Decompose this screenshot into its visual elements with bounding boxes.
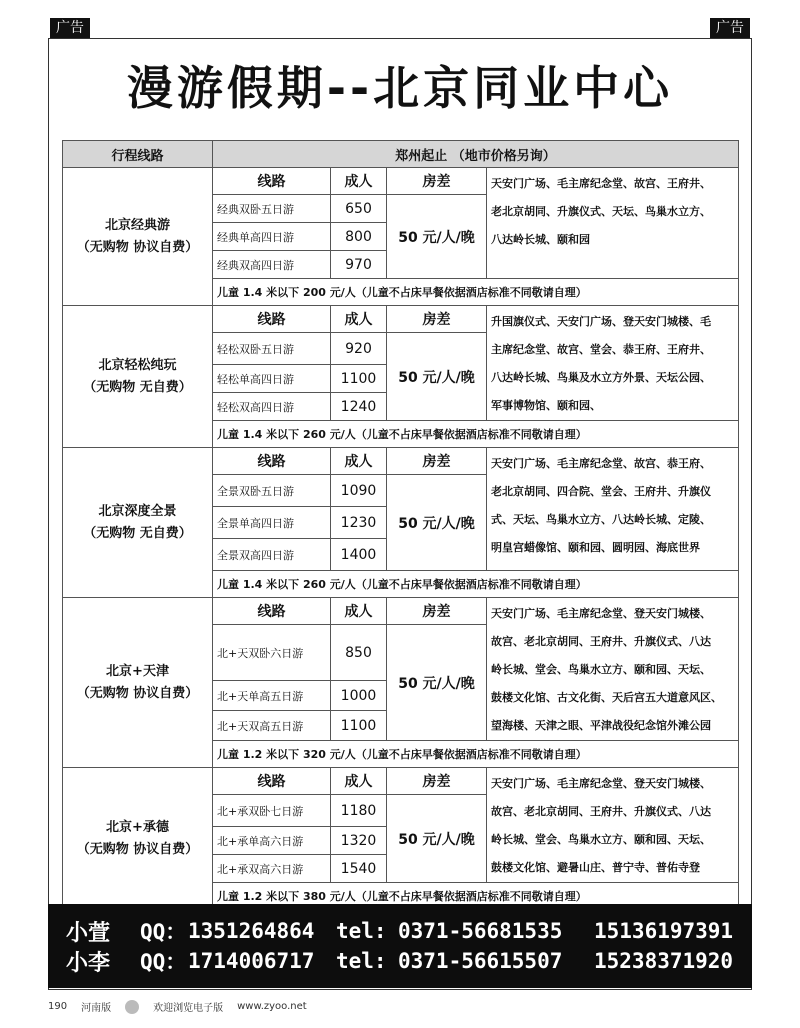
edition-label: 河南版 <box>81 1003 112 1014</box>
sight-line: 天安门广场、毛主席纪念堂、故宫、恭王府、 <box>491 457 711 470</box>
mobile-number[interactable]: 15136197391 <box>594 919 734 943</box>
sights-cell <box>487 306 739 421</box>
adult-column-label: 成人 <box>331 598 387 625</box>
sights-cell <box>487 448 739 571</box>
room-column-label: 房差 <box>387 448 487 475</box>
adult-price: 850 <box>331 625 387 681</box>
line-name: 全景双卧五日游 <box>213 475 331 507</box>
route-subheader-row <box>63 168 739 195</box>
route-name-cell <box>63 168 213 306</box>
sight-line: 天安门广场、毛主席纪念堂、登天安门城楼、 <box>491 607 711 620</box>
sight-line: 升国旗仪式、天安门广场、登天安门城楼、毛 <box>491 315 711 328</box>
adult-column-label: 成人 <box>331 768 387 795</box>
adult-column-label: 成人 <box>331 306 387 333</box>
route-subheader-row <box>63 768 739 795</box>
route-note: （无购物 协议自费） <box>76 239 199 255</box>
sight-line: 军事博物馆、颐和园、 <box>491 399 601 412</box>
adult-price: 1400 <box>331 539 387 571</box>
adult-price: 1230 <box>331 507 387 539</box>
info-column-header: 郑州起止 （地市价格另询） <box>213 141 739 168</box>
route-name: 北京轻松纯玩 <box>98 357 177 373</box>
adult-price: 1180 <box>331 795 387 827</box>
table-header <box>63 141 739 168</box>
adult-price: 800 <box>331 223 387 251</box>
line-name: 全景双高四日游 <box>213 539 331 571</box>
footer-url[interactable]: www.zyoo.net <box>237 1001 307 1012</box>
adult-price: 1100 <box>331 365 387 393</box>
route-table <box>62 140 739 910</box>
adult-price: 920 <box>331 333 387 365</box>
line-column-label: 线路 <box>213 306 331 333</box>
tel-number[interactable]: 0371-56681535 <box>398 919 563 943</box>
adult-price: 1540 <box>331 855 387 883</box>
room-column-label: 房差 <box>387 306 487 333</box>
child-price-note: 儿童 1.4 米以下 260 元/人（儿童不占床早餐依据酒店标准不同敬请自理） <box>213 421 739 448</box>
route-subheader-row <box>63 598 739 625</box>
adult-price: 1240 <box>331 393 387 421</box>
line-column-label: 线路 <box>213 168 331 195</box>
route-note: （无购物 协议自费） <box>76 685 199 701</box>
page-title: 漫游假期--北京同业中心 <box>126 61 674 115</box>
contact-row <box>66 916 734 946</box>
ad-label-left: 广告 <box>50 18 90 38</box>
line-name: 北+承双卧七日游 <box>213 795 331 827</box>
room-surcharge: 50 元/人/晚 <box>387 195 487 279</box>
adult-price: 1100 <box>331 711 387 741</box>
page-footer <box>48 999 752 1014</box>
line-name: 北+天单高五日游 <box>213 681 331 711</box>
line-name: 轻松双高四日游 <box>213 393 331 421</box>
contact-panel <box>48 904 752 988</box>
route-subheader-row <box>63 306 739 333</box>
sight-line: 老北京胡同、升旗仪式、天坛、鸟巢水立方、 <box>491 205 711 218</box>
page-number: 190 <box>48 1001 68 1012</box>
adult-price: 1320 <box>331 827 387 855</box>
line-column-label: 线路 <box>213 768 331 795</box>
line-name: 经典双高四日游 <box>213 251 331 279</box>
qq-number[interactable]: 1714006717 <box>188 949 315 973</box>
room-column-label: 房差 <box>387 768 487 795</box>
room-surcharge: 50 元/人/晚 <box>387 475 487 571</box>
child-price-note: 儿童 1.2 米以下 320 元/人（儿童不占床早餐依据酒店标准不同敬请自理） <box>213 741 739 768</box>
child-price-note: 儿童 1.2 米以下 380 元/人（儿童不占床早餐依据酒店标准不同敬请自理） <box>213 883 739 910</box>
room-column-label: 房差 <box>387 598 487 625</box>
sight-line: 望海楼、天津之眼、平津战役纪念馆外滩公园 <box>491 719 711 732</box>
route-name-cell <box>63 306 213 448</box>
line-name: 北+天双高五日游 <box>213 711 331 741</box>
sight-line: 岭长城、堂会、鸟巢水立方、颐和园、天坛、 <box>491 833 711 846</box>
contact-name: 小李 <box>66 950 111 976</box>
qq-number[interactable]: 1351264864 <box>188 919 315 943</box>
qq-label: QQ： <box>140 950 187 974</box>
route-note: （无购物 无自费） <box>83 525 192 541</box>
room-surcharge: 50 元/人/晚 <box>387 795 487 883</box>
tel-label: tel: <box>336 919 387 943</box>
sight-line: 岭长城、堂会、鸟巢水立方、颐和园、天坛、 <box>491 663 711 676</box>
line-name: 北+承单高六日游 <box>213 827 331 855</box>
room-surcharge: 50 元/人/晚 <box>387 333 487 421</box>
route-name: 北京经典游 <box>104 217 170 233</box>
line-column-label: 线路 <box>213 598 331 625</box>
route-subheader-row <box>63 448 739 475</box>
sight-line: 天安门广场、毛主席纪念堂、故宫、王府井、 <box>491 177 711 190</box>
sight-line: 式、天坛、鸟巢水立方、八达岭长城、定陵、 <box>491 513 711 526</box>
logo-icon <box>125 1000 139 1014</box>
sights-cell <box>487 168 739 279</box>
footer-slogan: 欢迎浏览电子版 <box>153 1003 224 1014</box>
adult-price: 650 <box>331 195 387 223</box>
route-name: 北京+天津 <box>106 663 169 679</box>
adult-column-label: 成人 <box>331 448 387 475</box>
line-name: 轻松单高四日游 <box>213 365 331 393</box>
qq-label: QQ： <box>140 920 187 944</box>
sight-line: 主席纪念堂、故宫、堂会、恭王府、王府井、 <box>491 343 711 356</box>
contact-row <box>66 946 734 976</box>
sight-line: 八达岭长城、颐和园 <box>491 233 590 246</box>
sights-cell <box>487 768 739 883</box>
line-name: 轻松双卧五日游 <box>213 333 331 365</box>
adult-price: 1000 <box>331 681 387 711</box>
line-name: 经典单高四日游 <box>213 223 331 251</box>
sight-line: 故宫、老北京胡同、王府井、升旗仪式、八达 <box>491 805 711 818</box>
sight-line: 八达岭长城、鸟巢及水立方外景、天坛公园、 <box>491 371 711 384</box>
route-name-cell <box>63 448 213 598</box>
route-name-cell <box>63 768 213 910</box>
contact-name: 小萱 <box>66 920 111 946</box>
mobile-number[interactable]: 15238371920 <box>594 949 734 973</box>
room-column-label: 房差 <box>387 168 487 195</box>
line-name: 北+承双高六日游 <box>213 855 331 883</box>
sight-line: 明皇宫蜡像馆、颐和园、圆明园、海底世界 <box>491 541 700 554</box>
tel-number[interactable]: 0371-56615507 <box>398 949 563 973</box>
route-column-header: 行程线路 <box>63 141 213 168</box>
sight-line: 故宫、老北京胡同、王府井、升旗仪式、八达 <box>491 635 711 648</box>
line-name: 全景单高四日游 <box>213 507 331 539</box>
ad-label-right: 广告 <box>710 18 750 38</box>
sight-line: 鼓楼文化馆、避暑山庄、普宁寺、普佑寺登 <box>491 861 700 874</box>
sights-cell <box>487 598 739 741</box>
line-name: 经典双卧五日游 <box>213 195 331 223</box>
route-note: （无购物 无自费） <box>83 379 192 395</box>
route-note: （无购物 协议自费） <box>76 841 199 857</box>
route-name-cell <box>63 598 213 768</box>
route-name: 北京+承德 <box>106 819 169 835</box>
line-column-label: 线路 <box>213 448 331 475</box>
child-price-note: 儿童 1.4 米以下 200 元/人（儿童不占床早餐依据酒店标准不同敬请自理） <box>213 279 739 306</box>
line-name: 北+天双卧六日游 <box>213 625 331 681</box>
sight-line: 老北京胡同、四合院、堂会、王府井、升旗仪 <box>491 485 711 498</box>
room-surcharge: 50 元/人/晚 <box>387 625 487 741</box>
adult-column-label: 成人 <box>331 168 387 195</box>
tel-label: tel: <box>336 949 387 973</box>
sight-line: 鼓楼文化馆、古文化街、天后宫五大道意风区、 <box>491 691 722 704</box>
adult-price: 970 <box>331 251 387 279</box>
route-name: 北京深度全景 <box>98 503 177 519</box>
adult-price: 1090 <box>331 475 387 507</box>
sight-line: 天安门广场、毛主席纪念堂、登天安门城楼、 <box>491 777 711 790</box>
child-price-note: 儿童 1.4 米以下 260 元/人（儿童不占床早餐依据酒店标准不同敬请自理） <box>213 571 739 598</box>
